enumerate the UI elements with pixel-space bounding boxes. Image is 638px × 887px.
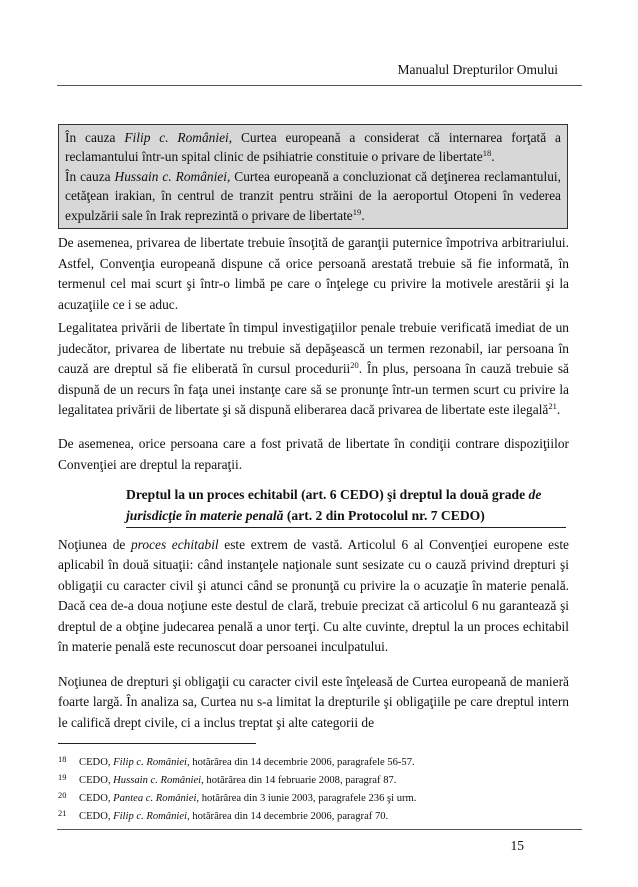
running-header: Manualul Drepturilor Omului (397, 62, 558, 77)
text-span: , hotărârea din 14 februarie 2008, paragraf 87. (201, 775, 397, 786)
text-span: CEDO, (79, 793, 114, 804)
page-number: 15 (510, 838, 524, 853)
text-span: , hotărârea din 14 decembrie 2006, paragraf 70. (187, 811, 389, 822)
paragraph-fair-trial (58, 535, 569, 657)
paragraph-reparations: De asemenea, orice persoana care a fost privată de libertate în condiţii contrare dispoziţiilor Convenţiei are dreptul la reparaţii. (58, 436, 569, 472)
text-span: În cauza (65, 168, 115, 184)
paragraph-civil-rights: Noţiunea de drepturi şi obligaţii cu caracter civil este înţeleasă de Curtea europeană de manieră foarte largă. În analiza sa, Curtea nu s-a limitat la drepturile şi obligaţiile pe care dreptul intern le califică drept civile, ci a inclus treptat şi alte categorii de (58, 674, 569, 730)
text-span: Noţiunea de (58, 537, 131, 552)
footnote-item (58, 752, 578, 770)
footnotes-list (58, 752, 578, 824)
text-span: , hotărârea din 14 decembrie 2006, paragrafele 56-57. (187, 757, 415, 768)
text-span: . (491, 149, 495, 165)
header-divider (57, 85, 582, 86)
footnote-ref[interactable]: 18 (482, 148, 492, 159)
text-span: CEDO, (79, 811, 114, 822)
heading-underline (126, 527, 566, 528)
text-span: . În plus, persoana în cauză trebuie să dispună de un recurs în faţa unei instanţe care să se pronunţe într-un termen scurt cu privire la legalitatea privării de libertate şi să dispună eliberarea dacă privarea de libertate este ilegală (58, 361, 569, 418)
footnote-ref[interactable]: 21 (548, 401, 557, 412)
paragraph-guarantees: De asemenea, privarea de libertate trebuie însoţită de garanţii puternice împotriva arbitrariului. Astfel, Convenţia europeană dispune că orice persoană arestată trebuie să fie informată, în termenul cel mai scurt şi într-o limbă pe care o înţelege cu privire la motivele arestării şi la acuzaţiile ce i se aduc. (58, 235, 569, 312)
case-name: Hussain c. României (114, 168, 227, 184)
footnote-item (58, 770, 578, 788)
case-summary-box (58, 124, 568, 229)
footnote-ref[interactable]: 19 (352, 206, 362, 217)
heading-line-2: (art. 2 din Protocolul nr. 7 CEDO) (283, 507, 485, 523)
text-span: . (361, 207, 365, 223)
footnote-number: 20 (58, 791, 67, 800)
case-name: Pantea c. României (113, 793, 197, 804)
text-span: CEDO, (79, 757, 114, 768)
paragraph-legality (58, 318, 569, 421)
case-name: Hussain c. României (113, 775, 202, 786)
case-name: Filip c. României (113, 811, 187, 822)
footnote-number: 21 (58, 809, 67, 818)
heading-italic: de jurisdicţie în materie penală (126, 487, 542, 523)
section-heading (126, 485, 566, 526)
footnote-separator (58, 743, 256, 744)
footnote-number: 19 (58, 773, 67, 782)
text-span: este extrem de vastă. Articolul 6 al Convenţiei europene este aplicabil în două situaţii: când instanţele naţionale sunt sesizate cu o cauză privind drepturi şi obligaţii cu caracter civil şi atunci când se pronunţă cu privire la o acuzaţie în materie penală. Dacă cea de-a doua noţiune este destul de clară, trebuie precizat că articolul 6 nu garantează şi dreptul de a obţine judecarea penală a unor terţi. Cu alte cuvinte, dreptul la un proces echitabil în materie penală este recunoscut doar persoanei inculpatului. (58, 537, 569, 655)
text-span: , Curtea europeană a concluzionat că deţinerea reclamantului, cetăţean irakian, în centrul de tranzit pentru străini de la aeroportul Otopeni în vederea expulzării sale în Irak reprezintă o privare de libertate (65, 168, 561, 223)
case-name: Filip c. României (113, 757, 187, 768)
italic-term: proces echitabil (130, 537, 219, 552)
case-hussain-paragraph (65, 167, 561, 225)
text-span: , hotărârea din 3 iunie 2003, paragrafele 236 şi urm. (196, 793, 417, 804)
text-span: Legalitatea privării de libertate în timpul investigaţiilor penale trebuie verificată imediat de un judecător, privarea de libertate nu trebuie să depăşească un termen rezonabil, iar persoana în cauză are dreptul să fie eliberată în cursul procedurii (58, 320, 569, 377)
text-span: În cauza (65, 130, 125, 145)
case-name: Filip c. României (124, 130, 229, 145)
text-span: CEDO, (79, 775, 114, 786)
footnote-item (58, 788, 578, 806)
footnote-item (58, 806, 578, 824)
footnote-number: 18 (58, 755, 67, 764)
text-span: . (556, 402, 561, 418)
heading-line-1: Dreptul la un proces echitabil (art. 6 CEDO) şi dreptul la două grade (126, 487, 529, 502)
footer-divider (57, 829, 582, 830)
text-span: , Curtea europeană a considerat că internarea forţată a reclamantului într-un spital clinic de psihiatrie constituie o privare de libertate (65, 130, 561, 165)
footnote-ref[interactable]: 20 (350, 360, 359, 371)
case-filip-paragraph (65, 128, 561, 167)
